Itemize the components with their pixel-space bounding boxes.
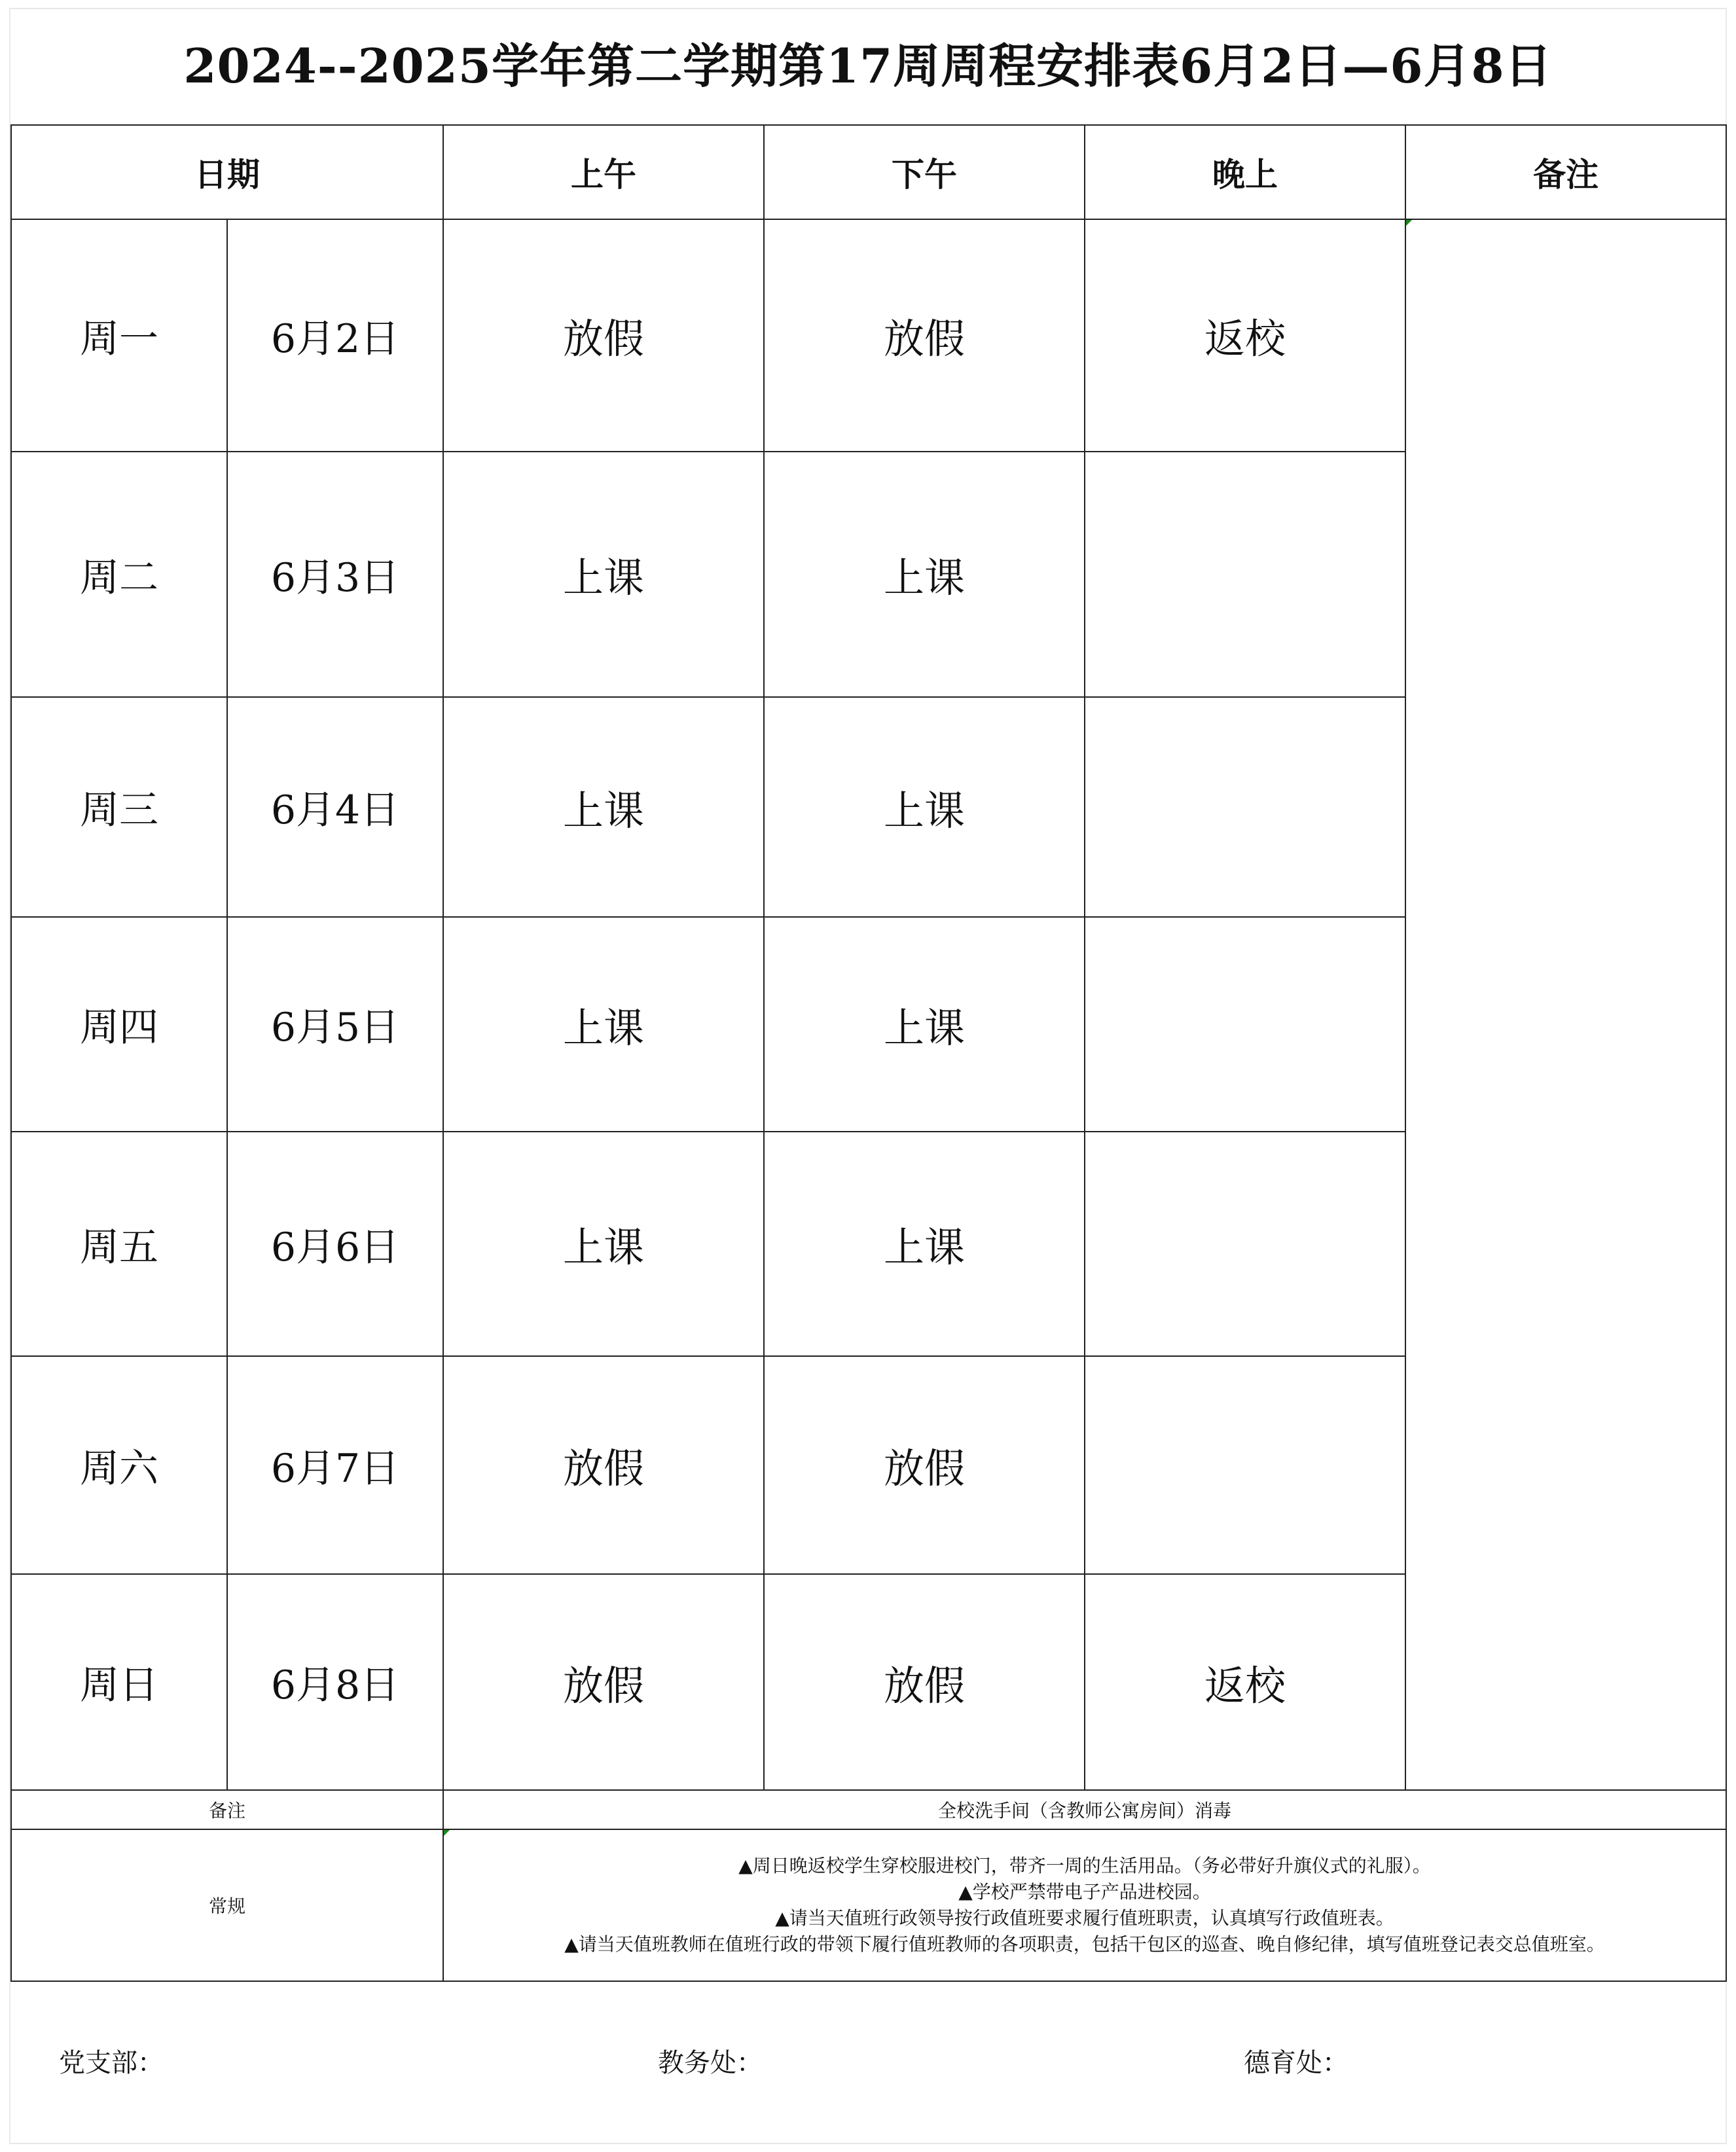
morning-cell: 放假	[443, 219, 764, 452]
morning-cell: 上课	[443, 917, 764, 1132]
day-cell: 周一	[11, 219, 227, 452]
day-cell: 周四	[11, 917, 227, 1132]
date-cell: 6月4日	[227, 697, 443, 917]
afternoon-cell: 上课	[764, 452, 1085, 697]
date-cell: 6月5日	[227, 917, 443, 1132]
routine-line: ▲请当天值班行政领导按行政值班要求履行值班职责，认真填写行政值班表。	[775, 1907, 1394, 1929]
signature-moral: 德育处：	[1244, 2048, 1348, 2078]
date-cell: 6月3日	[227, 452, 443, 697]
evening-cell	[1085, 452, 1405, 697]
header-evening: 晚上	[1085, 125, 1405, 219]
evening-cell: 返校	[1085, 219, 1405, 452]
evening-cell: 返校	[1085, 1574, 1405, 1790]
remarks-column	[1405, 219, 1726, 1790]
morning-cell: 上课	[443, 1132, 764, 1356]
day-cell: 周日	[11, 1574, 227, 1790]
date-cell: 6月2日	[227, 219, 443, 452]
morning-cell: 放假	[443, 1574, 764, 1790]
signature-academic: 教务处：	[658, 2048, 763, 2078]
afternoon-cell: 上课	[764, 697, 1085, 917]
cell-marker-icon	[444, 1830, 450, 1836]
routine-row	[11, 1829, 1726, 1981]
morning-cell: 放假	[443, 1356, 764, 1574]
morning-cell: 上课	[443, 452, 764, 697]
evening-cell	[1085, 917, 1405, 1132]
schedule-table	[10, 124, 1727, 1982]
date-cell: 6月6日	[227, 1132, 443, 1356]
cell-marker-icon	[1406, 220, 1412, 226]
routine-content	[443, 1829, 1726, 1981]
page-title: 2024--2025学年第二学期第17周周程安排表6月2日—6月8日	[183, 38, 1553, 94]
afternoon-cell: 上课	[764, 1132, 1085, 1356]
afternoon-cell: 放假	[764, 1574, 1085, 1790]
signature-party: 党支部：	[59, 2048, 164, 2078]
day-cell: 周六	[11, 1356, 227, 1574]
note-text: 全校洗手间（含教师公寓房间）消毒	[443, 1790, 1726, 1829]
date-cell: 6月8日	[227, 1574, 443, 1790]
date-cell: 6月7日	[227, 1356, 443, 1574]
table-row	[11, 219, 1726, 452]
signature-bar	[0, 2042, 1736, 2094]
header-date: 日期	[11, 125, 443, 219]
evening-cell	[1085, 1132, 1405, 1356]
afternoon-cell: 放假	[764, 219, 1085, 452]
routine-line: ▲学校严禁带电子产品进校园。	[958, 1881, 1211, 1903]
header-morning: 上午	[443, 125, 764, 219]
header-remarks: 备注	[1405, 125, 1726, 219]
day-cell: 周二	[11, 452, 227, 697]
day-cell: 周三	[11, 697, 227, 917]
routine-label: 常规	[11, 1829, 443, 1981]
evening-cell	[1085, 697, 1405, 917]
header-afternoon: 下午	[764, 125, 1085, 219]
afternoon-cell: 放假	[764, 1356, 1085, 1574]
header-row	[11, 125, 1726, 219]
routine-line: ▲周日晚返校学生穿校服进校门，带齐一周的生活用品。（务必带好升旗仪式的礼服）。	[738, 1855, 1431, 1876]
note-row	[11, 1790, 1726, 1829]
evening-cell	[1085, 1356, 1405, 1574]
afternoon-cell: 上课	[764, 917, 1085, 1132]
note-label: 备注	[11, 1790, 443, 1829]
routine-line: ▲请当天值班教师在值班行政的带领下履行值班教师的各项职责，包括干包区的巡查、晚自修纪律，填写值班登记表交总值班室。	[564, 1933, 1605, 1955]
morning-cell: 上课	[443, 697, 764, 917]
day-cell: 周五	[11, 1132, 227, 1356]
